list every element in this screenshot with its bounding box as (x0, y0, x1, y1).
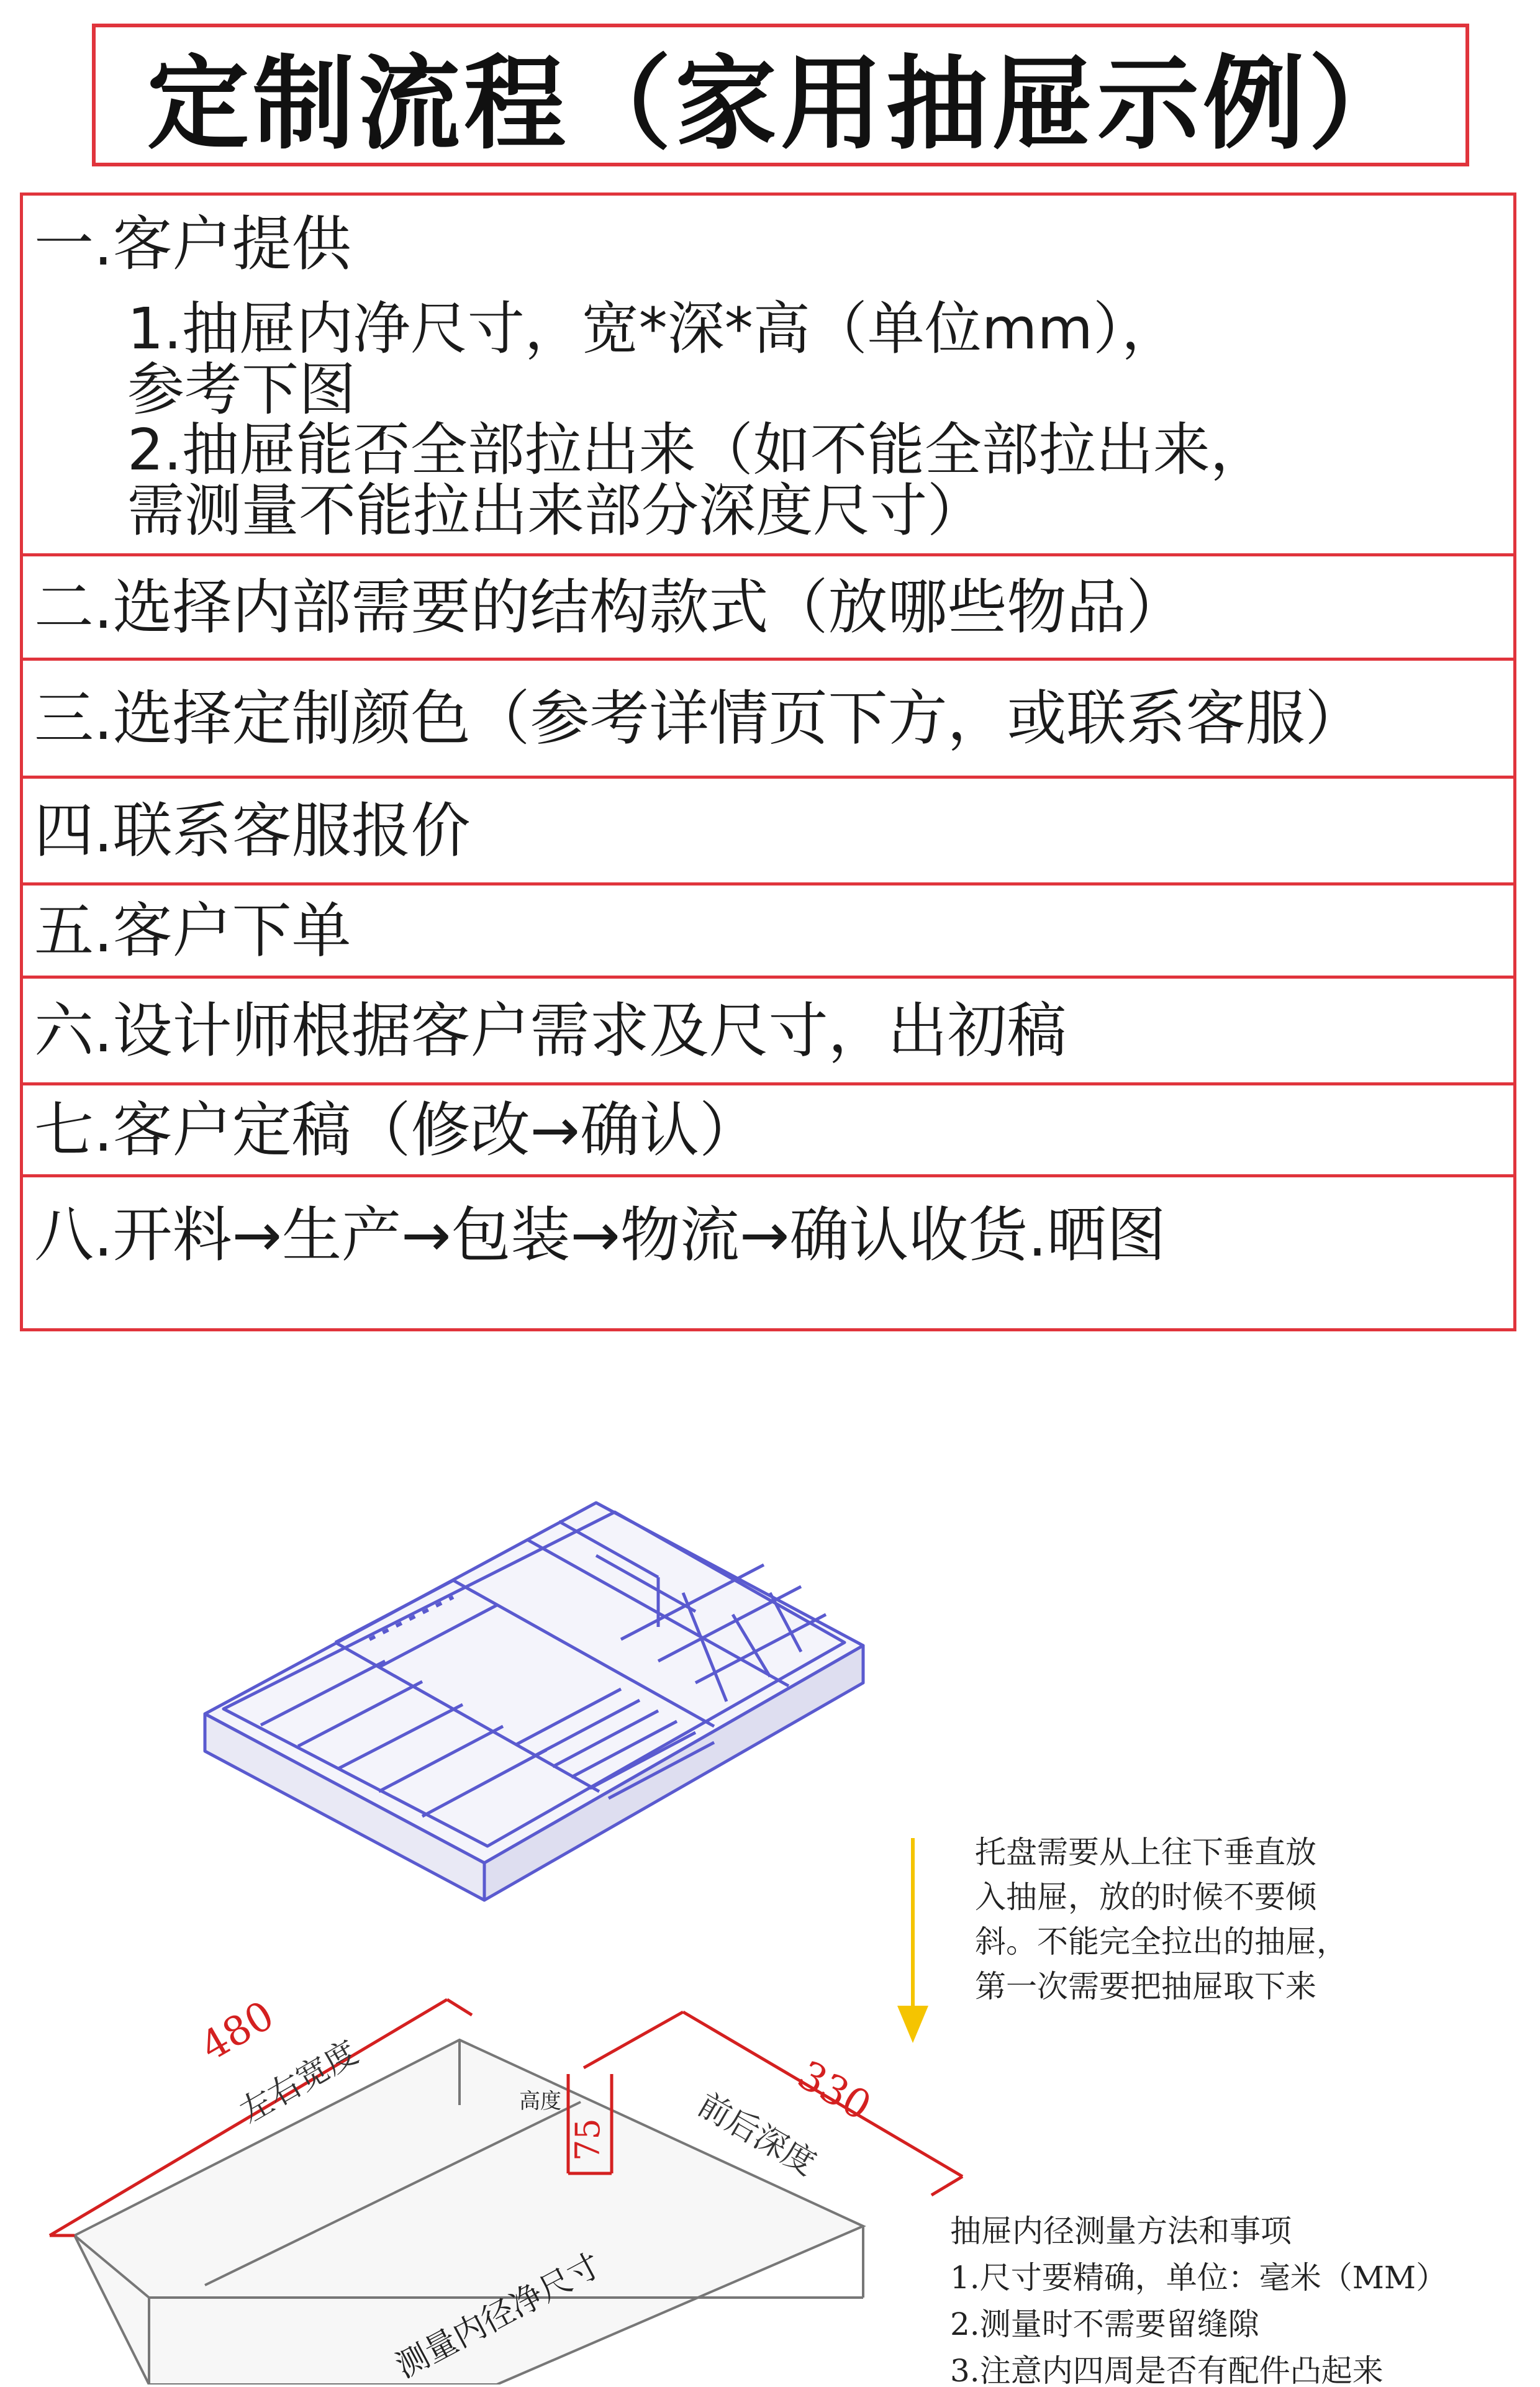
step-1-line-1: 1.抽屉内净尺寸，宽*深*高（单位mm）， (127, 296, 1179, 362)
tray-note-line-4: 第一次需要把抽屉取下来 (975, 1968, 1316, 2004)
step-1-line-2: 参考下图 (127, 356, 356, 423)
step-1-line-3: 2.抽屉能否全部拉出来（如不能全部拉出来， (127, 417, 1267, 484)
depth-value: 330 (790, 2052, 879, 2130)
measurement-diagram (0, 1453, 1540, 2385)
tray-organizer-illustration (205, 1503, 863, 1900)
method-item-2: 2.测量时不需要留缝隙 (950, 2306, 1259, 2342)
step-5: 五.客户下单 (23, 882, 1513, 976)
step-4: 四.联系客服报价 (23, 776, 1513, 882)
height-value: 75 (568, 2118, 607, 2161)
downward-arrow-icon (897, 1838, 928, 2043)
width-value: 480 (193, 1992, 282, 2070)
step-2: 二.选择内部需要的结构款式（放哪些物品） (23, 553, 1513, 658)
method-item-3: 3.注意内四周是否有配件凸起来 (950, 2353, 1384, 2385)
method-title: 抽屉内径测量方法和事项 (950, 2213, 1292, 2249)
step-8: 八.开料→生产→包装→物流→确认收货.晒图 (23, 1174, 1513, 1328)
step-1-label: 一.客户提供 (34, 209, 351, 279)
step-7: 七.客户定稿（修改→确认） (23, 1082, 1513, 1174)
step-6: 六.设计师根据客户需求及尺寸，出初稿 (23, 976, 1513, 1082)
tray-note-line-2: 入抽屉，放的时候不要倾 (975, 1879, 1316, 1915)
tray-note-line-1: 托盘需要从上往下垂直放 (975, 1834, 1316, 1870)
title-box (92, 24, 1469, 166)
page-title: 定制流程（家用抽屉示例） (147, 45, 1414, 163)
method-item-1: 1.尺寸要精确，单位：毫米（MM） (950, 2260, 1447, 2296)
step-1-details (34, 296, 1513, 544)
diagram-svg (0, 1453, 1540, 2385)
steps-table (20, 192, 1516, 1331)
height-label: 高度 (519, 2089, 561, 2114)
inner-size-label: 测量内径净尺寸 (389, 2246, 607, 2385)
step-3: 三.选择定制颜色（参考详情页下方，或联系客服） (23, 658, 1513, 776)
tray-note-line-3: 斜。不能完全拉出的抽屉， (975, 1924, 1348, 1960)
step-1-line-4: 需测量不能拉出来部分深度尺寸） (127, 477, 985, 544)
depth-label: 前后深度 (691, 2086, 822, 2183)
width-label: 左右宽度 (233, 2034, 365, 2131)
step-1 (23, 196, 1513, 553)
